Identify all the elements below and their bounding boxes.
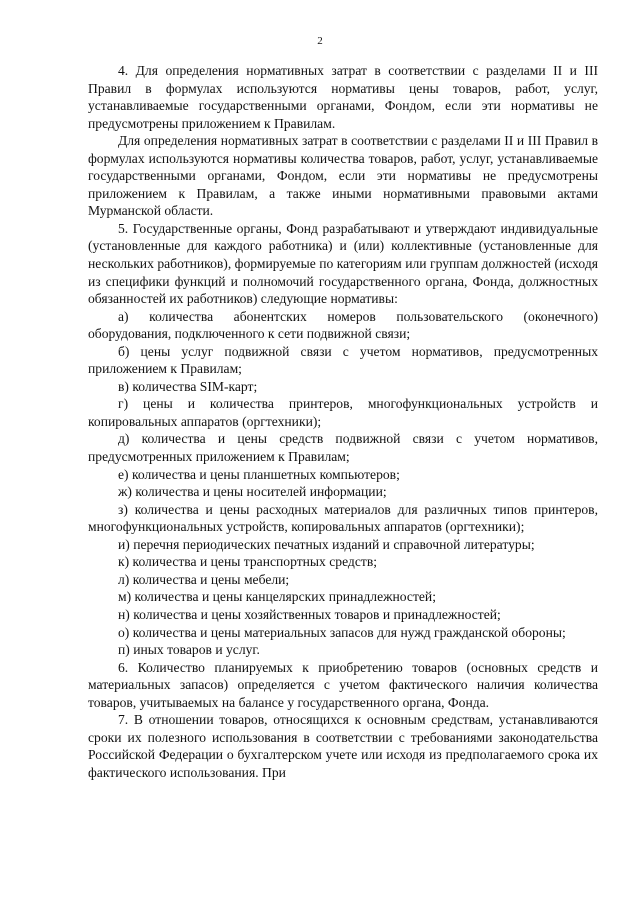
paragraph-4: 4. Для определения нормативных затрат в соответствии с разделами II и III Правил в формулах используются нормативы цены товаров, работ, услуг, устанавливаемые государственными органами, Фондом, если эти нормативы не предусмотрены приложением к Правилам. <box>88 63 598 131</box>
list-item-k: к) количества и цены транспортных средств; <box>118 554 378 570</box>
paragraph-4-continued: Для определения нормативных затрат в соответствии с разделами II и III Правил в формулах используются нормативы количества товаров, работ, услуг, устанавливаемые государственными органами, Фондом, если эти нормативы не предусмотрены приложением к Правилам, а также иными нормативными правовыми актами Мурманской области. <box>88 133 598 219</box>
paragraph-6: 6. Количество планируемых к приобретению товаров (основных средств и материальных запасов) определяется с учетом фактического наличия количества товаров, учитываемых на балансе у государственного органа, Фонда. <box>88 659 598 710</box>
list-item-d: д) количества и цены средств подвижной связи с учетом нормативов, предусмотренных приложением к Правилам; <box>88 431 598 465</box>
page-number: 2 <box>317 35 323 47</box>
list-item-p: п) иных товаров и услуг. <box>118 642 260 658</box>
paragraph-7: 7. В отношении товаров, относящихся к основным средствам, устанавливаются сроки их полезного использования в соответствии с требованиями законодательства Российской Федерации о бухгалтерском учете или исходя из предполагаемого срока их фактического использования. При <box>88 712 598 780</box>
list-item-z: з) количества и цены расходных материалов для различных типов принтеров, многофункциональных устройств, копировальных аппаратов (оргтехники); <box>88 501 598 535</box>
paragraph-5: 5. Государственные органы, Фонд разрабатывают и утверждают индивидуальные (установленные для каждого работника) и (или) коллективные (установленные для нескольких работников), формируемые по категориям или группам должностей (исходя из специфики функций и полномочий государственного органа, Фонда, должностных обязанностей их работников) следующие нормативы: <box>88 220 598 307</box>
list-item-l: л) количества и цены мебели; <box>118 571 290 587</box>
list-item-i: и) перечня периодических печатных изданий и справочной литературы; <box>118 536 535 552</box>
list-item-e: е) количества и цены планшетных компьютеров; <box>118 466 400 482</box>
list-item-a: а) количества абонентских номеров пользовательского (оконечного) оборудования, подключенного к сети подвижной связи; <box>88 308 598 342</box>
list-item-zh: ж) количества и цены носителей информации; <box>118 484 387 500</box>
list-item-o: о) количества и цены материальных запасов для нужд гражданской обороны; <box>118 624 566 640</box>
list-item-m: м) количества и цены канцелярских принадлежностей; <box>118 589 436 605</box>
list-item-v: в) количества SIM-карт; <box>118 378 258 394</box>
list-item-b: б) цены услуг подвижной связи с учетом нормативов, предусмотренных приложением к Правилам; <box>88 343 598 377</box>
list-item-n: н) количества и цены хозяйственных товаров и принадлежностей; <box>118 606 501 622</box>
list-item-g: г) цены и количества принтеров, многофункциональных устройств и копировальных аппаратов (оргтехники); <box>88 396 598 429</box>
document-body <box>88 62 598 781</box>
